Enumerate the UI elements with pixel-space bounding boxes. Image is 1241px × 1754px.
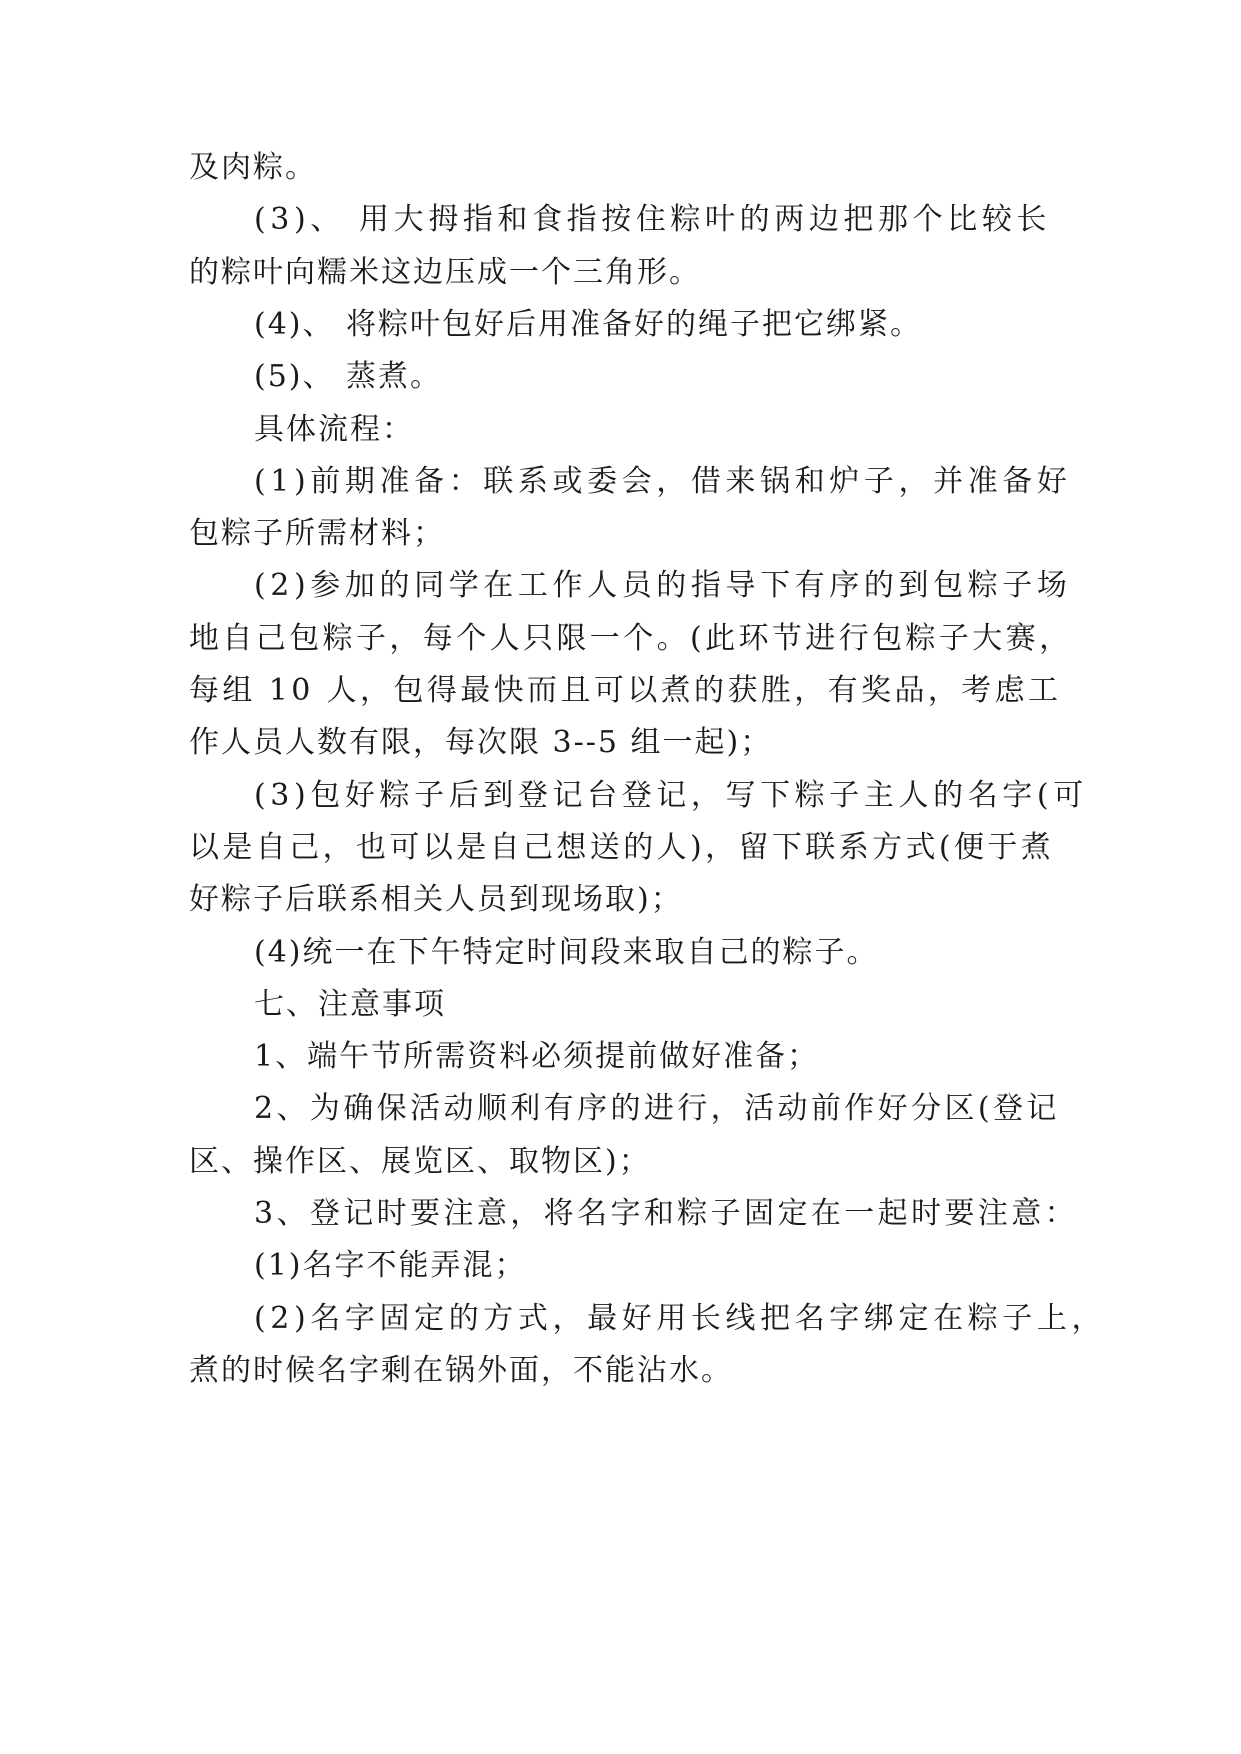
text-line: (2)名字固定的方式，最好用长线把名字绑定在粽子上， bbox=[254, 1301, 1107, 1336]
text-line: 好粽子后联系相关人员到现场取)； bbox=[189, 882, 683, 917]
text-line: (5)、 蒸煮。 bbox=[254, 359, 443, 394]
text-line: (2)参加的同学在工作人员的指导下有序的到包粽子场 bbox=[254, 568, 1072, 603]
text-line: (3)包好粽子后到登记台登记，写下粽子主人的名字(可 bbox=[254, 778, 1088, 813]
text-line: (4)统一在下午特定时间段来取自己的粽子。 bbox=[254, 935, 879, 970]
text-line: (1)名字不能弄混； bbox=[254, 1248, 527, 1283]
text-line: 及肉粽。 bbox=[189, 150, 317, 185]
text-line: (1)前期准备：联系或委会，借来锅和炉子，并准备好 bbox=[254, 464, 1072, 499]
text-line: 1、端午节所需资料必须提前做好准备； bbox=[254, 1039, 820, 1074]
text-line: 作人员人数有限，每次限 3--5 组一起)； bbox=[189, 725, 773, 760]
text-line: (3)、 用大拇指和食指按住粽叶的两边把那个比较长 bbox=[254, 202, 1052, 237]
text-line: 以是自己，也可以是自己想送的人)，留下联系方式(便于煮 bbox=[189, 830, 1055, 865]
text-line: 2、为确保活动顺利有序的进行，活动前作好分区(登记 bbox=[254, 1091, 1060, 1126]
text-line: 3、登记时要注意，将名字和粽子固定在一起时要注意： bbox=[254, 1196, 1079, 1231]
section-heading: 七、注意事项 bbox=[254, 987, 446, 1022]
text-line: 的粽叶向糯米这边压成一个三角形。 bbox=[189, 255, 701, 290]
text-line: 每组 10 人，包得最快而且可以煮的获胜，有奖品，考虑工 bbox=[189, 673, 1062, 708]
text-line: 具体流程： bbox=[254, 412, 414, 447]
text-line: 包粽子所需材料； bbox=[189, 516, 445, 551]
text-line: 区、操作区、展览区、取物区)； bbox=[189, 1144, 651, 1179]
text-line: 煮的时候名字剩在锅外面，不能沾水。 bbox=[189, 1353, 733, 1388]
text-line: 地自己包粽子，每个人只限一个。(此环节进行包粽子大赛， bbox=[189, 621, 1073, 656]
text-line: (4)、 将粽叶包好后用准备好的绳子把它绑紧。 bbox=[254, 307, 923, 342]
